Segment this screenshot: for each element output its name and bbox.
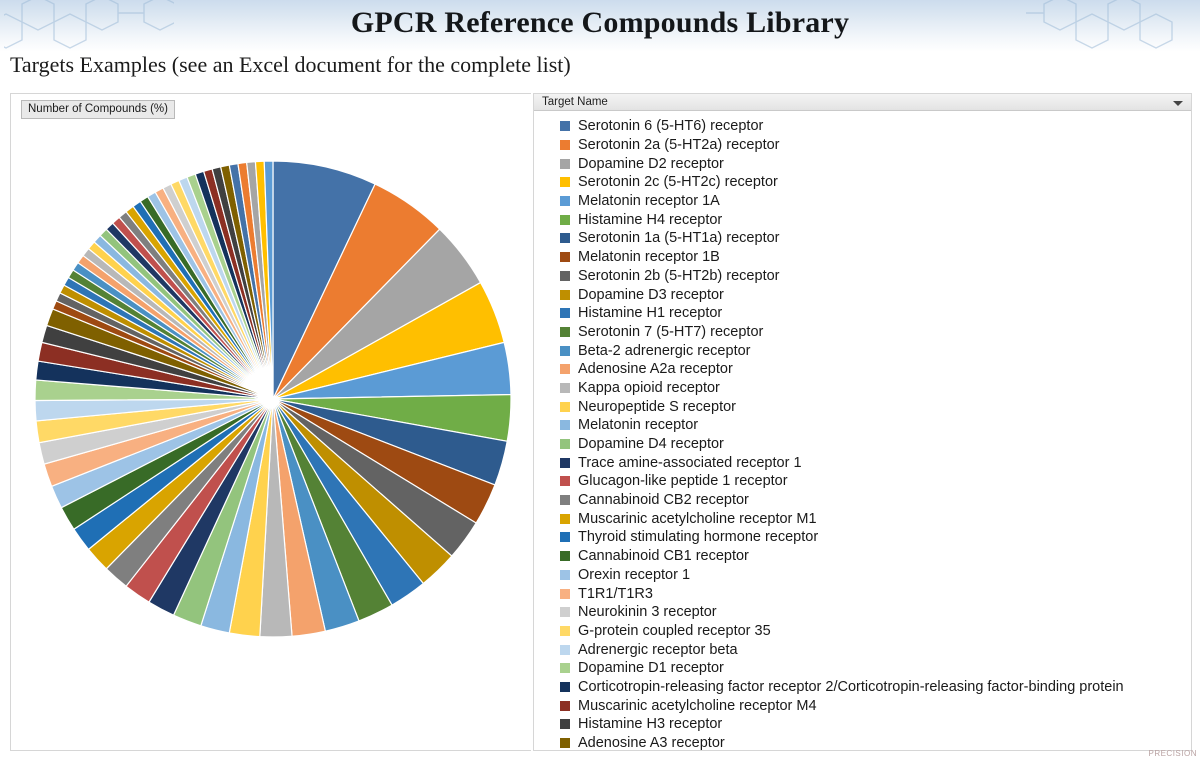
legend-item[interactable] [560, 379, 1191, 398]
legend-item[interactable] [560, 416, 1191, 435]
legend-swatch [560, 570, 570, 580]
legend-swatch [560, 495, 570, 505]
legend-item[interactable] [560, 584, 1191, 603]
legend-header-label: Target Name [542, 96, 608, 108]
legend-panel [533, 93, 1192, 751]
legend-item-label: Cannabinoid CB2 receptor [578, 492, 749, 509]
legend-swatch [560, 327, 570, 337]
legend-item[interactable] [560, 472, 1191, 491]
legend-item[interactable] [560, 285, 1191, 304]
legend-swatch [560, 719, 570, 729]
legend-item-label: Corticotropin-releasing factor receptor 2/Corticotropin-releasing factor-binding protein [578, 678, 1124, 695]
legend-swatch [560, 420, 570, 430]
legend-swatch [560, 233, 570, 243]
legend-item-label: Orexin receptor 1 [578, 566, 691, 583]
legend-item[interactable] [560, 715, 1191, 734]
legend-item-label: Melatonin receptor 1A [578, 193, 720, 210]
legend-item-label: Adrenergic receptor beta [578, 641, 738, 658]
legend-item-label: Histamine H3 receptor [578, 716, 723, 733]
legend-item[interactable] [560, 210, 1191, 229]
legend-item-label: Histamine H1 receptor [578, 305, 723, 322]
legend-item[interactable] [560, 659, 1191, 678]
legend-item-label: Kappa opioid receptor [578, 379, 720, 396]
legend-header[interactable] [534, 94, 1191, 111]
legend-swatch [560, 626, 570, 636]
legend-item[interactable] [560, 173, 1191, 192]
legend-item-label: Serotonin 1a (5-HT1a) receptor [578, 230, 780, 247]
legend-item-label: Adenosine A2a receptor [578, 361, 733, 378]
legend-item[interactable] [560, 509, 1191, 528]
legend-swatch [560, 121, 570, 131]
page-subtitle: Targets Examples (see an Excel document for the complete list) [10, 52, 571, 77]
legend-item[interactable] [560, 117, 1191, 136]
legend-item-label: Melatonin receptor 1B [578, 249, 720, 266]
legend-item[interactable] [560, 696, 1191, 715]
legend-swatch [560, 215, 570, 225]
legend-item-label: Serotonin 6 (5-HT6) receptor [578, 118, 764, 135]
legend-item-label: Serotonin 2c (5-HT2c) receptor [578, 174, 778, 191]
legend-swatch [560, 196, 570, 206]
legend-item[interactable] [560, 734, 1191, 753]
legend-item[interactable] [560, 547, 1191, 566]
legend-item[interactable] [560, 528, 1191, 547]
chevron-down-icon[interactable] [1173, 101, 1183, 106]
legend-swatch [560, 532, 570, 542]
legend-swatch [560, 271, 570, 281]
legend-item-label: Dopamine D4 receptor [578, 436, 724, 453]
page-title: GPCR Reference Compounds Library [350, 6, 850, 39]
legend-item-label: Serotonin 7 (5-HT7) receptor [578, 323, 764, 340]
legend-item-label: Serotonin 2a (5-HT2a) receptor [578, 137, 780, 154]
legend-item[interactable] [560, 136, 1191, 155]
pie-chart-svg [33, 154, 513, 644]
legend-swatch [560, 458, 570, 468]
legend-swatch [560, 589, 570, 599]
legend-swatch [560, 551, 570, 561]
legend-item-label: Cannabinoid CB1 receptor [578, 548, 749, 565]
legend-item[interactable] [560, 453, 1191, 472]
legend-swatch [560, 383, 570, 393]
legend-swatch [560, 738, 570, 748]
chart-panel [10, 93, 531, 751]
pie-chart [33, 154, 513, 644]
legend-item[interactable] [560, 640, 1191, 659]
legend-swatch [560, 701, 570, 711]
legend-item[interactable] [560, 323, 1191, 342]
legend-item-label: Adenosine A3 receptor [578, 735, 725, 752]
legend-swatch [560, 402, 570, 412]
legend-item[interactable] [560, 192, 1191, 211]
legend-swatch [560, 252, 570, 262]
legend-swatch [560, 177, 570, 187]
chart-value-field-badge[interactable]: Number of Compounds (%) [21, 100, 175, 119]
legend-swatch [560, 439, 570, 449]
legend-item[interactable] [560, 678, 1191, 697]
legend-item[interactable] [560, 603, 1191, 622]
legend-swatch [560, 645, 570, 655]
legend-swatch [560, 607, 570, 617]
legend-item-label: Histamine H4 receptor [578, 211, 723, 228]
legend-item-label: Neurokinin 3 receptor [578, 604, 717, 621]
legend-swatch [560, 308, 570, 318]
legend-item[interactable] [560, 360, 1191, 379]
legend-item-label: Neuropeptide S receptor [578, 398, 736, 415]
legend-item[interactable] [560, 622, 1191, 641]
legend-swatch [560, 476, 570, 486]
legend-swatch [560, 290, 570, 300]
legend-item[interactable] [560, 341, 1191, 360]
legend-item-label: Dopamine D2 receptor [578, 155, 724, 172]
legend-item[interactable] [560, 229, 1191, 248]
legend-swatch [560, 514, 570, 524]
legend-item-label: Dopamine D3 receptor [578, 286, 724, 303]
legend-item[interactable] [560, 435, 1191, 454]
legend-item[interactable] [560, 491, 1191, 510]
legend-item-label: G-protein coupled receptor 35 [578, 622, 771, 639]
legend-item[interactable] [560, 267, 1191, 286]
legend-item-label: Thyroid stimulating hormone receptor [578, 529, 819, 546]
watermark: PRECISION [1148, 749, 1197, 758]
legend-list [534, 111, 1191, 752]
legend-item-label: Dopamine D1 receptor [578, 660, 724, 677]
legend-item-label: Melatonin receptor [578, 417, 699, 434]
legend-swatch [560, 159, 570, 169]
legend-item[interactable] [560, 397, 1191, 416]
legend-swatch [560, 346, 570, 356]
legend-item-label: Beta-2 adrenergic receptor [578, 342, 751, 359]
legend-swatch [560, 663, 570, 673]
legend-item[interactable] [560, 566, 1191, 585]
legend-item-label: Glucagon-like peptide 1 receptor [578, 473, 788, 490]
legend-item-label: Serotonin 2b (5-HT2b) receptor [578, 267, 780, 284]
legend-item-label: Trace amine-associated receptor 1 [578, 454, 802, 471]
legend-item-label: Muscarinic acetylcholine receptor M1 [578, 510, 817, 527]
legend-item[interactable] [560, 304, 1191, 323]
legend-item-label: T1R1/T1R3 [578, 585, 653, 602]
legend-item[interactable] [560, 248, 1191, 267]
legend-swatch [560, 140, 570, 150]
legend-item-label: Muscarinic acetylcholine receptor M4 [578, 697, 817, 714]
legend-swatch [560, 682, 570, 692]
legend-item[interactable] [560, 154, 1191, 173]
legend-swatch [560, 364, 570, 374]
